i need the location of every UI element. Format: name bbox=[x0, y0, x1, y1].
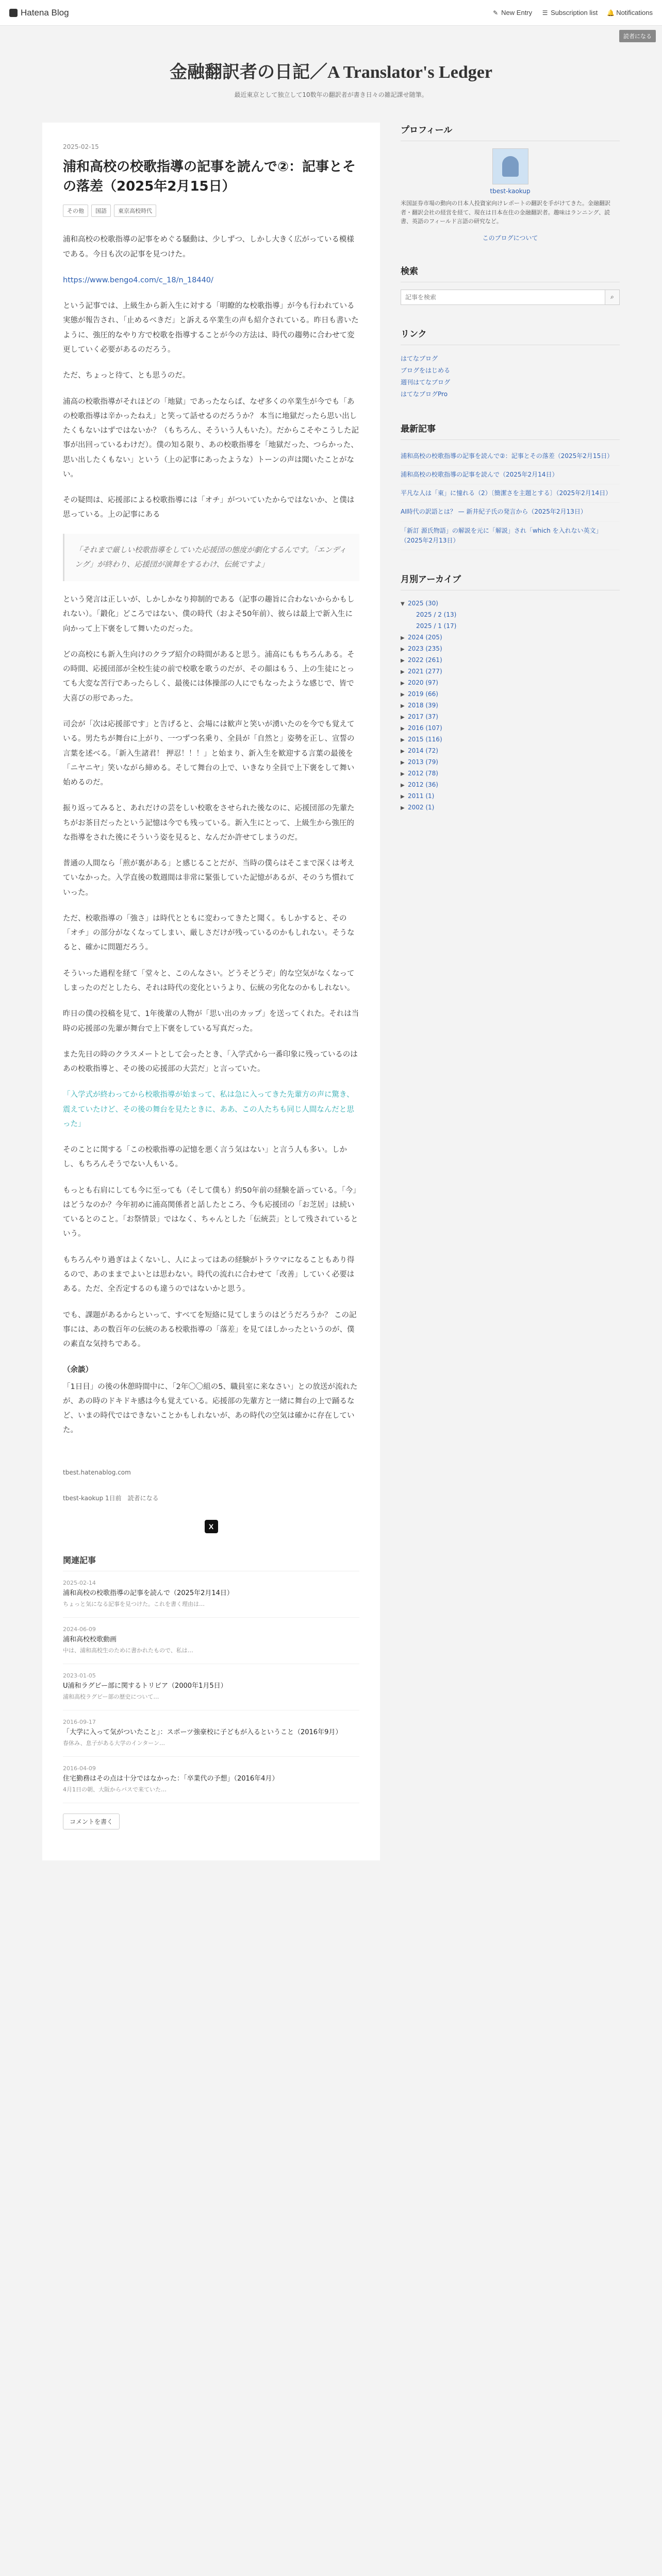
archive-year-link[interactable] bbox=[401, 802, 620, 813]
paragraph: もちろんやり過ぎはよくないし、人によってはあの経験がトラウマになることもあり得るので、あのままでよいとは思わない。時代の流れに合わせて「改善」していく必要はある。ただ、全否定するのも違うのではないかと思う。 bbox=[63, 1256, 355, 1294]
related-articles bbox=[63, 1554, 359, 1829]
related-link[interactable]: 浦和高校の校歌指導の記事を読んで（2025年2月14日） bbox=[63, 1589, 234, 1597]
archive-year-link[interactable] bbox=[401, 598, 620, 609]
archive-label: 2025 (30) bbox=[408, 599, 438, 607]
archive-year-link[interactable] bbox=[401, 700, 620, 711]
search-module bbox=[401, 264, 620, 305]
sidebar-link[interactable]: ブログをはじめる bbox=[401, 366, 451, 374]
archive-year-link[interactable] bbox=[401, 688, 620, 700]
triangle-right-icon[interactable]: ▶ bbox=[401, 669, 405, 675]
paragraph: また先日の時のクラスメートとして会ったとき、「入学式から一番印象に残っているのはあの校歌指導と、その後の応援部の大芸だ」と言っていた。 bbox=[63, 1050, 358, 1074]
paragraph: でも、課題があるからといって、すべてを短絡に見てしまうのはどうだろうか？ この記事には、あの数百年の伝統のある校歌指導の「落差」を見てほしかったというのが、僕の素直な気持ちである。 bbox=[63, 1311, 357, 1349]
related-item[interactable] bbox=[63, 1710, 359, 1757]
recent-post-link[interactable]: AI時代の訳語とは？ — 新井紀子氏の発言から（2025年2月13日） bbox=[401, 503, 620, 521]
paragraph: ただ、ちょっと待て、とも思うのだ。 bbox=[63, 371, 190, 380]
triangle-right-icon[interactable]: ▶ bbox=[401, 771, 405, 777]
triangle-right-icon[interactable]: ▶ bbox=[401, 782, 405, 788]
triangle-right-icon[interactable]: ▶ bbox=[401, 737, 405, 743]
post-title[interactable]: 浦和高校の校歌指導の記事を読んで②：記事とその落差（2025年2月15日） bbox=[63, 159, 356, 194]
search-input[interactable] bbox=[401, 290, 605, 304]
related-link[interactable]: U浦和ラグビー部に関するトリビア（2000年1月5日） bbox=[63, 1682, 227, 1690]
top-bar bbox=[0, 0, 662, 26]
paragraph: その疑問は、応援部による校歌指導には「オチ」がついていたからではないか、と僕は思っている。上の記事にある bbox=[63, 496, 355, 519]
archive-label: 2024 (205) bbox=[408, 633, 442, 641]
archive-year-link[interactable] bbox=[401, 711, 620, 722]
paragraph: 浦高の校歌指導がそれほどの「地獄」であったならば、なぜ多くの卒業生が今でも「あの校歌指導は辛かったねえ」と笑って話せるのだろうか？ 本当に地獄だったら思い出したくもないはずではないか？（もちろん、そういう人もいた）。だからこそやこうした記事が出回っているわけだ）。僕の知る限り、あの校歌指導を「地獄だった、つらかった、思い出したくもない」という（上の記事にあったような）トーンの声は聞いたことがない。 bbox=[63, 397, 359, 479]
archive-label: 2022 (261) bbox=[408, 656, 442, 664]
archive-label: 2025 / 2 (13) bbox=[416, 611, 457, 618]
paragraph: 浦和高校の校歌指導の記事をめぐる騒動は、少しずつ、しかし大きく広がっている模様である。今日も次の記事を見つけた。 bbox=[63, 235, 354, 259]
category-tag[interactable]: その他 bbox=[63, 205, 88, 217]
archive-label: 2025 / 1 (17) bbox=[416, 622, 457, 630]
related-date: 2025-02-14 bbox=[63, 1579, 96, 1586]
aside-title: （余談） bbox=[63, 1366, 93, 1375]
recent-post-link[interactable]: 浦和高校の校歌指導の記事を読んで（2025年2月14日） bbox=[401, 466, 620, 484]
triangle-right-icon[interactable]: ▶ bbox=[401, 793, 405, 800]
x-share-icon[interactable]: X bbox=[205, 1520, 218, 1533]
category-tag[interactable]: 国語 bbox=[91, 205, 111, 217]
archive-month-link[interactable] bbox=[401, 609, 620, 620]
archive-title: 月別アーカイブ bbox=[401, 572, 620, 590]
archive-label: 2013 (79) bbox=[408, 758, 438, 766]
recent-posts-module bbox=[401, 421, 620, 550]
related-title: 関連記事 bbox=[63, 1554, 359, 1571]
archive-label: 2017 (37) bbox=[408, 713, 438, 720]
subscription-list-label: Subscription list bbox=[551, 9, 598, 16]
recent-title: 最新記事 bbox=[401, 421, 620, 440]
category-tag[interactable]: 東京高校時代 bbox=[114, 205, 156, 217]
profile-module bbox=[401, 123, 620, 242]
related-excerpt: 中は、浦和高校生のために書かれたもので、私は… bbox=[63, 1647, 193, 1654]
brand-name: Hatena Blog bbox=[21, 7, 69, 18]
related-item[interactable] bbox=[63, 1618, 359, 1664]
recent-post-link[interactable]: 平凡な人は「東」に憧れる（2）〔簡潔さを主題とする〕（2025年2月14日） bbox=[401, 484, 620, 503]
list-icon: ☰ bbox=[542, 9, 548, 16]
archive-year-link[interactable] bbox=[401, 632, 620, 643]
profile-name[interactable]: tbest-kaokup bbox=[490, 188, 531, 195]
triangle-right-icon[interactable]: ▶ bbox=[401, 680, 405, 686]
archive-year-link[interactable] bbox=[401, 734, 620, 745]
triangle-down-icon[interactable]: ▼ bbox=[401, 601, 405, 607]
triangle-right-icon[interactable]: ▶ bbox=[401, 691, 405, 698]
related-excerpt: 浦和高校ラグビー部の歴史について… bbox=[63, 1693, 159, 1701]
blockquote: 「それまで厳しい校歌指導をしていた応援団の態度が劇化するんです。「エンディング」が終わり、応援団が演舞をするわけ、伝統ですよ」 bbox=[63, 534, 359, 582]
archive-label: 2018 (39) bbox=[408, 701, 438, 709]
paragraph-highlight: 「入学式が終わってから校歌指導が始まって、私は急に入ってきた先輩方の声に驚き、震えていたけど、その後の舞台を見たときに、ああ、この人たちも同じ人間なんだと思った」 bbox=[63, 1091, 354, 1128]
related-item[interactable] bbox=[63, 1757, 359, 1803]
archive-year-link[interactable] bbox=[401, 768, 620, 779]
blog-title[interactable]: 金融翻訳者の日記／A Translator's Ledger bbox=[170, 63, 492, 82]
archive-year-link[interactable] bbox=[401, 677, 620, 688]
about-blog-link[interactable]: このブログについて bbox=[482, 234, 538, 242]
paragraph: そういった過程を経て「堂々と、このんなさい。どうそどうぞ」的な空気がなくなってしまったのだとしたら、それは時代の変化というより、伝統の劣化なのかもしれない。 bbox=[63, 969, 355, 992]
post-date[interactable]: 2025-02-15 bbox=[63, 143, 99, 150]
sidebar-link[interactable]: はてなブログ bbox=[401, 354, 438, 362]
hatena-blog-logo[interactable] bbox=[9, 8, 69, 18]
archive-label: 2011 (1) bbox=[408, 792, 435, 800]
archive-year-link[interactable] bbox=[401, 654, 620, 666]
notifications-label: Notifications bbox=[616, 9, 653, 16]
archive-label: 2014 (72) bbox=[408, 747, 438, 754]
new-entry-label: New Entry bbox=[501, 9, 533, 16]
search-box bbox=[401, 290, 620, 305]
triangle-right-icon[interactable]: ▶ bbox=[401, 759, 405, 766]
archive-label: 2016 (107) bbox=[408, 724, 442, 732]
archive-label: 2012 (78) bbox=[408, 769, 438, 777]
sidebar-link[interactable]: 週刊はてなブログ bbox=[401, 378, 451, 386]
archive-label: 2012 (36) bbox=[408, 781, 438, 788]
site-link[interactable]: tbest.hatenablog.com bbox=[63, 1468, 131, 1476]
sidebar bbox=[401, 123, 620, 835]
post-footer bbox=[63, 1469, 359, 1502]
paragraph: 普通の人間なら「煎が裏がある」と感じることだが、当時の僕らはそこまで深くは考えていなかった。入学直後の数週間は非常に緊張していた記憶があるが、そのうち慣れていった。 bbox=[63, 859, 355, 897]
archive-year-link[interactable] bbox=[401, 790, 620, 802]
paragraph: 昨日の僕の投稿を見て、1年後輩の人物が「思い出のカップ」を送ってくれた。それは当時の応援部の先輩が舞台で上下褒をしている写真だった。 bbox=[63, 1010, 359, 1033]
aside-text: 「1日目」の後の休憩時間中に、「2年〇〇組の5、職員室に来なさい」との放送が流れたが、あの時のドキドキ感は今も覚えている。応援部の先輩方と一緒に舞台の上で踊るなど、いまの時代ではできないことかもしれないが、あの時代の空気は確かに存在していた。 bbox=[63, 1382, 358, 1435]
archive-year-link[interactable] bbox=[401, 756, 620, 768]
related-item[interactable] bbox=[63, 1571, 359, 1618]
paragraph: どの高校にも新入生向けのクラブ紹介の時間があると思う。浦高にももちろんある。その時間、応援団部が全校生徒の前で校歌を歌うのだが、その顔はもう、上の生徒にとっても大変な苦行であったらしく、最後には体操部の人にでもなったような感じで、皆で大喜びの形であった。 bbox=[63, 650, 355, 703]
page-footer bbox=[0, 1860, 662, 1907]
archive-year-link[interactable] bbox=[401, 666, 620, 677]
archive-label: 2015 (116) bbox=[408, 735, 442, 743]
notifications-link[interactable] bbox=[607, 9, 653, 16]
related-excerpt: 春休み、息子がある大学のインターン… bbox=[63, 1740, 165, 1747]
paragraph: という記事では、上級生から新入生に対する「明瞭的な校歌指導」が今も行われている実態が報告され、「止めるべきだ」と訴える卒業生の声も紹介されている。昨日も書いたように、強圧的なやり方で校歌を指導することが今の方法は、時代の趨勢に合わせて変更していく必要があるのだろう。 bbox=[63, 302, 359, 354]
blog-header bbox=[0, 26, 662, 123]
article bbox=[42, 123, 380, 1860]
post-body bbox=[63, 232, 359, 1437]
links-module bbox=[401, 327, 620, 400]
archive-month-link[interactable] bbox=[401, 620, 620, 632]
triangle-right-icon[interactable]: ▶ bbox=[401, 714, 405, 720]
pencil-icon: ✎ bbox=[493, 9, 499, 16]
subscription-list-link[interactable] bbox=[541, 9, 598, 16]
archive-year-link[interactable] bbox=[401, 745, 620, 756]
article-link[interactable]: https://www.bengo4.com/c_18/n_18440/ bbox=[63, 276, 213, 284]
triangle-right-icon[interactable]: ▶ bbox=[401, 635, 405, 641]
archive-label: 2023 (235) bbox=[408, 645, 442, 652]
search-title: 検索 bbox=[401, 264, 620, 282]
related-link[interactable]: 「大学に入って気がついたこと」：スポーツ強豪校に子どもが入るということ（2016年9月） bbox=[63, 1728, 342, 1736]
paragraph: という発言は正しいが、しかしかなり抑制的である（記事の趣旨に合わないからかもしれない）。「鍛化」どころではない、僕の時代（およそ50年前）、彼らは最上で新入生に向かって上下褒をして舞いたのだった。 bbox=[63, 596, 355, 633]
related-date: 2023-01-05 bbox=[63, 1672, 96, 1679]
new-entry-link[interactable] bbox=[492, 9, 532, 16]
archive-label: 2021 (277) bbox=[408, 667, 442, 675]
archive-label: 2002 (1) bbox=[408, 803, 435, 811]
user-icon bbox=[502, 156, 519, 177]
paragraph: 振り返ってみると、あれだけの芸をしい校歌をさせられた後なのに、応援団部の先輩たちがお茶目だったという記憶は今でも残っている。新入生にとって、上級生から強圧的な指導をされた後にそういう姿を見ると、なんだか許せてしまうのだ。 bbox=[63, 804, 355, 842]
blog-description: 最近東京として独立して10数年の翻訳者が書き日々の雑記課せ随筆。 bbox=[234, 91, 428, 98]
archive-label: 2020 (97) bbox=[408, 679, 438, 686]
hatena-logo-icon bbox=[9, 9, 18, 17]
related-link[interactable]: 浦和高校校歌動画 bbox=[63, 1635, 117, 1643]
archive-year-link[interactable] bbox=[401, 779, 620, 790]
triangle-right-icon[interactable]: ▶ bbox=[401, 703, 405, 709]
recent-post-link[interactable]: 「新訂 源氏物語」の解説を元に「解説」され「which を入れない英文」（2025年2月13日） bbox=[401, 522, 620, 550]
sidebar-link[interactable]: はてなブログPro bbox=[401, 390, 448, 398]
archive-year-link[interactable] bbox=[401, 643, 620, 654]
archive-module bbox=[401, 572, 620, 813]
profile-title: プロフィール bbox=[401, 123, 620, 141]
avatar[interactable] bbox=[492, 148, 528, 184]
post-meta: tbest-kaokup 1日前 読者になる bbox=[63, 1494, 159, 1502]
layout bbox=[42, 123, 620, 1860]
related-excerpt: ちょっと気になる記事を見つけた。これを書く理由は… bbox=[63, 1601, 205, 1608]
paragraph: そのことに関する「この校歌指導の記憶を悪く言う気はない」と言う人も多い。しかし、もちろんそうでない人もいる。 bbox=[63, 1146, 347, 1169]
profile-text: 米国証券市場の動向の日本人投資家向けレポートの翻訳を手がけてきた。金融翻訳者・翻訳会社の経営を経て、現在は日本在住の金融翻訳者。趣味はランニング、読書、英語のフィールド言語の研究など。 bbox=[401, 200, 610, 225]
related-date: 2016-09-17 bbox=[63, 1718, 96, 1725]
triangle-right-icon[interactable]: ▶ bbox=[401, 725, 405, 732]
top-nav bbox=[492, 9, 653, 16]
paragraph: ただ、校歌指導の「強さ」は時代とともに変わってきたと聞く。もしかすると、その「オチ」の部分がなくなってしまい、厳しさだけが残っているのかもしれない。そうなると、確かに問題だろう。 bbox=[63, 914, 355, 952]
recent-post-link[interactable]: 浦和高校の校歌指導の記事を読んで②：記事とその落差（2025年2月15日） bbox=[401, 447, 620, 466]
related-link[interactable]: 住宅勤務はその点は十分ではなかった：「卒業代の予想」（2016年4月） bbox=[63, 1774, 279, 1783]
share-area bbox=[63, 1520, 359, 1533]
related-date: 2024-06-09 bbox=[63, 1625, 96, 1633]
search-icon[interactable]: ⌕ bbox=[605, 290, 619, 304]
archive-list bbox=[401, 598, 620, 813]
triangle-right-icon[interactable]: ▶ bbox=[401, 748, 405, 754]
related-excerpt: 4月1日の朝、大阪からバスで来ていた… bbox=[63, 1786, 167, 1793]
triangle-right-icon[interactable]: ▶ bbox=[401, 657, 405, 664]
paragraph: もっとも右肩にしても今に至っても（そして僕も）約50年前の経験を語っている。「今」はどうなのか？今年初めに浦高関係者と話したところ、今も応援団の「お芝居」は続いているとのこと。「お祭情景」ではなく、ちゃんとした「伝統芸」として残されているという。 bbox=[63, 1186, 358, 1239]
triangle-right-icon[interactable]: ▶ bbox=[401, 646, 405, 652]
write-comment-button[interactable]: コメントを書く bbox=[63, 1814, 120, 1829]
category-list bbox=[63, 205, 359, 217]
archive-year-link[interactable] bbox=[401, 722, 620, 734]
related-item[interactable] bbox=[63, 1664, 359, 1710]
links-title: リンク bbox=[401, 327, 620, 345]
triangle-right-icon[interactable]: ▶ bbox=[401, 805, 405, 811]
related-date: 2016-04-09 bbox=[63, 1765, 96, 1772]
archive-label: 2019 (66) bbox=[408, 690, 438, 698]
bell-icon: 🔔 bbox=[607, 9, 615, 16]
subscribe-button[interactable]: 読者になる bbox=[619, 30, 656, 42]
paragraph: 司会が「次は応援部です」と告げると、会場には歓声と笑いが湧いたのを今でも覚えている。男たちが舞台に上がり、一つずつ名乗り、全員が「自然と」姿勢を正し、宣誓の言葉を述べる。「新入生諸君！ 押忍！！！」と始まり、新入生を歓迎する言葉の最後を「ニヤニヤ」笑いながら締める。そして舞台の上で、いきなり全員で上下褒をして舞い始めるのだ。 bbox=[63, 720, 355, 787]
